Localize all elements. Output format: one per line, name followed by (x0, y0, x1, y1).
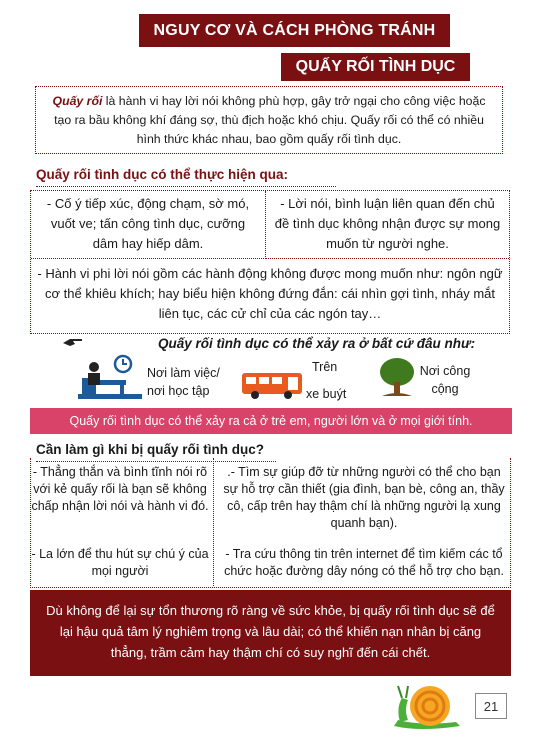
actions-divider (213, 458, 214, 586)
action-right-2: - Tra cứu thông tin trên internet để tìm kiếm các tổ chức hoặc đường dây nóng có thể hỗ trợ cho bạn. (224, 547, 504, 578)
definition-text: là hành vi hay lời nói không phù hợp, gây trở ngại cho công việc hoặc tạo ra bầu không khí đáng sợ, thù địch hoặc khó chịu. Quấy rối có thể có nhiều hình thức khác nhau, bao gồm quấy rối tình dục. (54, 94, 486, 146)
page-subtitle: QUẤY RỐI TÌNH DỤC (281, 53, 470, 81)
form-verbal: - Lời nói, bình luận liên quan đến chủ đề tình dục không nhận được sự mong muốn từ người nghe. (266, 191, 509, 259)
action-left-1: - Thẳng thắn và bình tĩnh nói rõ với kẻ quấy rối là bạn sẽ không chấp nhận lời nói và hành vi đó. (31, 465, 209, 513)
form-nonverbal: - Hành vi phi lời nói gồm các hành động không được mong muốn như: ngôn ngữ cơ thể khiêu khích; hay biểu hiện không đứng đắn: cái nhìn gợi tình, nháy mắt liên tục, các cử chỉ của các ngón tay… (37, 266, 503, 321)
place-bus-top: Trên (312, 360, 338, 374)
pointing-hand-icon (62, 335, 84, 351)
banner: Quấy rối tình dục có thể xảy ra cả ở trẻ em, người lớn và ở mọi giới tính. (30, 408, 512, 434)
snail-icon (390, 678, 468, 732)
definition-term: Quấy rối (52, 94, 103, 108)
place-public-label: Nơi công cộng (419, 364, 471, 396)
bus-icon (240, 370, 306, 402)
page-number: 21 (475, 693, 507, 719)
form-physical: - Cố ý tiếp xúc, động chạm, sờ mó, vuốt ve; tấn công tình dục, cưỡng dâm hay hiếp dâm. (31, 191, 266, 259)
definition-box (35, 86, 503, 154)
office-worker-icon (76, 354, 146, 402)
tree-icon (378, 356, 416, 400)
consequence-note: Dù không để lại sự tổn thương rõ ràng về sức khỏe, bị quấy rối tình dục sẽ để lại hậu quả tâm lý nghiêm trọng và lâu dài; có thể khiến nạn nhân bị căng thẳng, trầm cảm hay thậm chí có suy nghĩ đến cái chết. (30, 590, 511, 676)
actions-heading: Cần làm gì khi bị quấy rối tình dục? (36, 442, 276, 462)
forms-heading: Quấy rối tình dục có thể thực hiện qua: (36, 167, 336, 187)
place-bus-bottom: xe buýt (306, 387, 347, 401)
places-heading: Quấy rối tình dục có thể xảy ra ở bất cứ đâu như: (158, 336, 476, 351)
actions-box (30, 458, 511, 588)
forms-table (30, 190, 510, 334)
page-title: NGUY CƠ VÀ CÁCH PHÒNG TRÁNH (139, 14, 450, 47)
action-left-2: - La lớn để thu hút sự chú ý của mọi người (31, 547, 209, 578)
action-right-1: .- Tìm sự giúp đỡ từ những người có thể cho bạn sự hỗ trợ cần thiết (gia đình, bạn bè, công an, thầy cô, cấp trên hay thậm chí là những người lạ xung quanh bạn). (223, 465, 505, 530)
place-work-label: Nơi làm việc/ nơi học tập (147, 366, 220, 398)
